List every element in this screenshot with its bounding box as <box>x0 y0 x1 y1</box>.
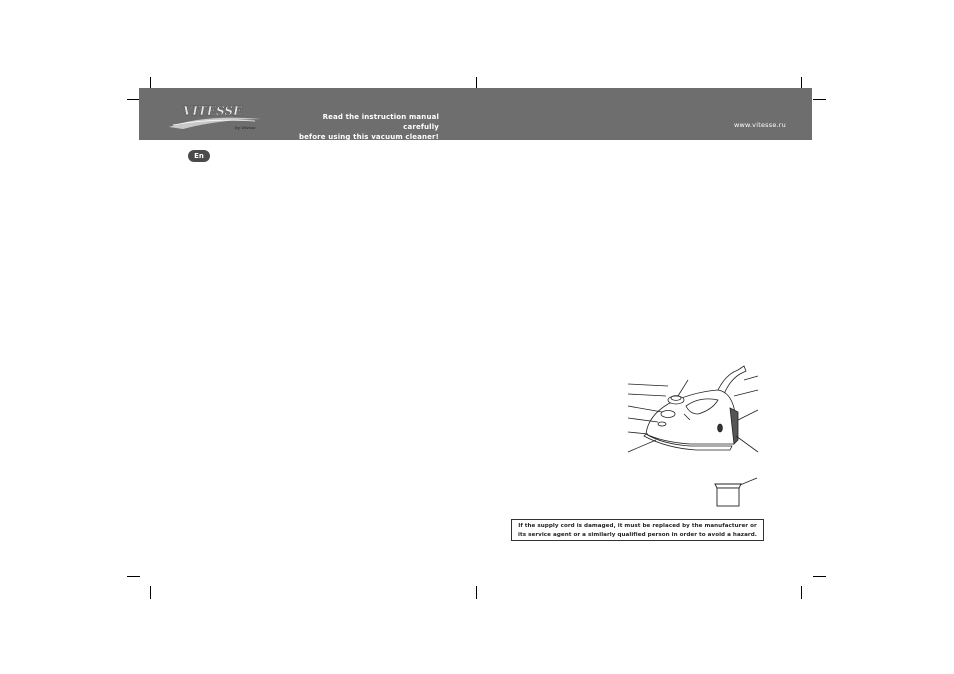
website-url[interactable]: www.vitesse.ru <box>733 121 786 129</box>
crop-mark <box>801 586 802 599</box>
crop-mark <box>813 576 826 577</box>
header-message <box>297 112 439 142</box>
svg-text:by Vitesse: by Vitesse <box>235 125 256 130</box>
measuring-cup-icon <box>713 476 759 508</box>
crop-mark <box>813 99 826 100</box>
vitesse-logo <box>165 102 265 132</box>
crop-mark <box>150 586 151 599</box>
header-message-line1: Read the instruction manual carefully <box>322 113 439 131</box>
crop-mark <box>476 586 477 599</box>
crop-mark <box>127 576 140 577</box>
warning-line2: its service agent or a similarly qualified person in order to avoid a hazard. <box>518 531 757 538</box>
warning-notice <box>511 519 764 541</box>
warning-line1: If the supply cord is damaged, it must be replaced by the manufacturer or <box>518 523 757 529</box>
svg-text:VITESSE: VITESSE <box>183 104 243 118</box>
header-message-line2: before using this vacuum cleaner! <box>298 133 439 141</box>
language-badge: En <box>188 150 210 162</box>
header-banner <box>139 88 812 140</box>
iron-diagram <box>626 362 760 458</box>
